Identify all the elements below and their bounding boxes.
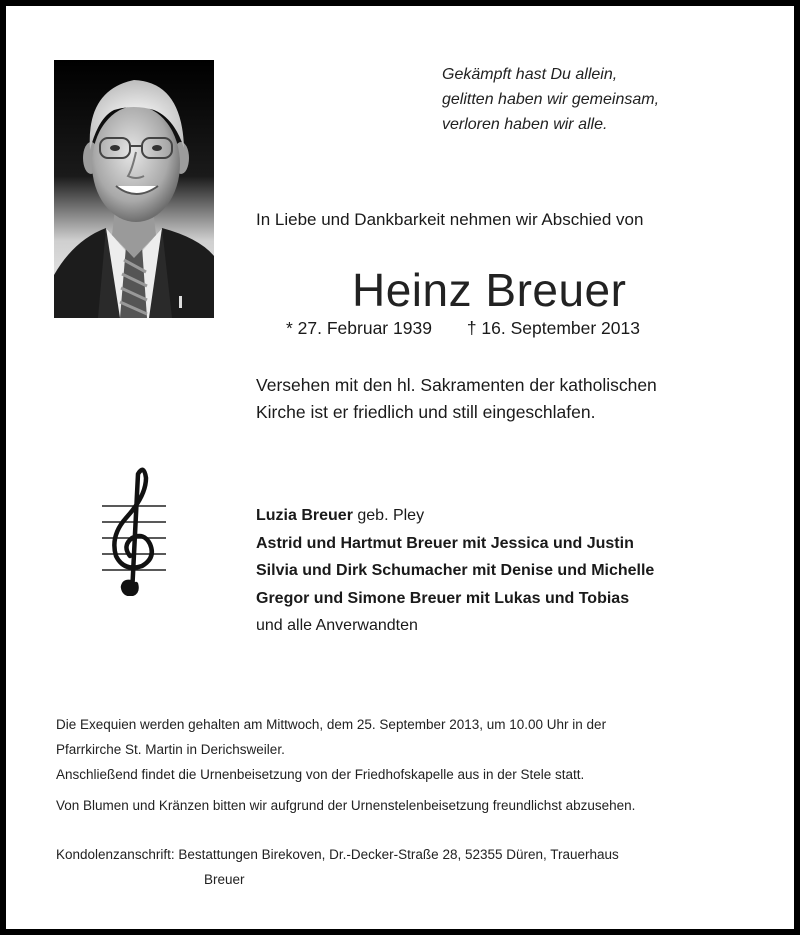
life-dates <box>286 318 640 339</box>
service-info <box>56 712 606 787</box>
treble-clef-icon <box>102 466 166 596</box>
birth-date: * 27. Februar 1939 <box>286 318 432 338</box>
flowers-note: Von Blumen und Kränzen bitten wir aufgrund der Urnenstelenbeisetzung freundlichst abzusehen. <box>56 798 636 813</box>
address-line: Breuer <box>204 872 245 887</box>
mourner-line: Silvia und Dirk Schumacher mit Denise und Michelle <box>256 562 655 579</box>
address-line: Kondolenzanschrift: Bestattungen Birekoven, Dr.-Decker-Straße 28, 52355 Düren, Trauerhaus <box>56 847 619 862</box>
death-date: † 16. September 2013 <box>466 318 640 338</box>
motto-line: verloren haben wir alle. <box>442 116 608 133</box>
service-line: Pfarrkirche St. Martin in Derichsweiler. <box>56 742 285 757</box>
obituary-card <box>6 6 794 929</box>
motto-verse <box>442 62 659 137</box>
farewell-intro: In Liebe und Dankbarkeit nehmen wir Abschied von <box>256 210 644 229</box>
service-line: Die Exequien werden gehalten am Mittwoch, dem 25. September 2013, um 10.00 Uhr in der <box>56 717 607 732</box>
sacrament-line: Kirche ist er friedlich und still eingeschlafen. <box>256 402 596 422</box>
mourner-line <box>256 502 654 530</box>
deceased-name: Heinz Breuer <box>352 264 627 316</box>
service-line: Anschließend findet die Urnenbeisetzung von der Friedhofskapelle aus in der Stele statt. <box>56 767 585 782</box>
sacrament-statement <box>256 372 657 426</box>
mourner-line: Gregor und Simone Breuer mit Lukas und Tobias <box>256 589 630 607</box>
sacrament-line: Versehen mit den hl. Sakramenten der katholischen <box>256 375 657 395</box>
mourner-closing: und alle Anverwandten <box>256 617 418 634</box>
mourners-list <box>256 502 654 640</box>
mourner-line: Astrid und Hartmut Breuer mit Jessica und Justin <box>256 534 634 552</box>
motto-line: Gekämpft hast Du allein, <box>442 66 618 83</box>
condolence-address <box>56 842 619 892</box>
mourner-maiden-name: geb. Pley <box>352 507 425 524</box>
mourner-primary: Luzia Breuer <box>256 507 353 524</box>
motto-line: gelitten haben wir gemeinsam, <box>442 91 660 108</box>
